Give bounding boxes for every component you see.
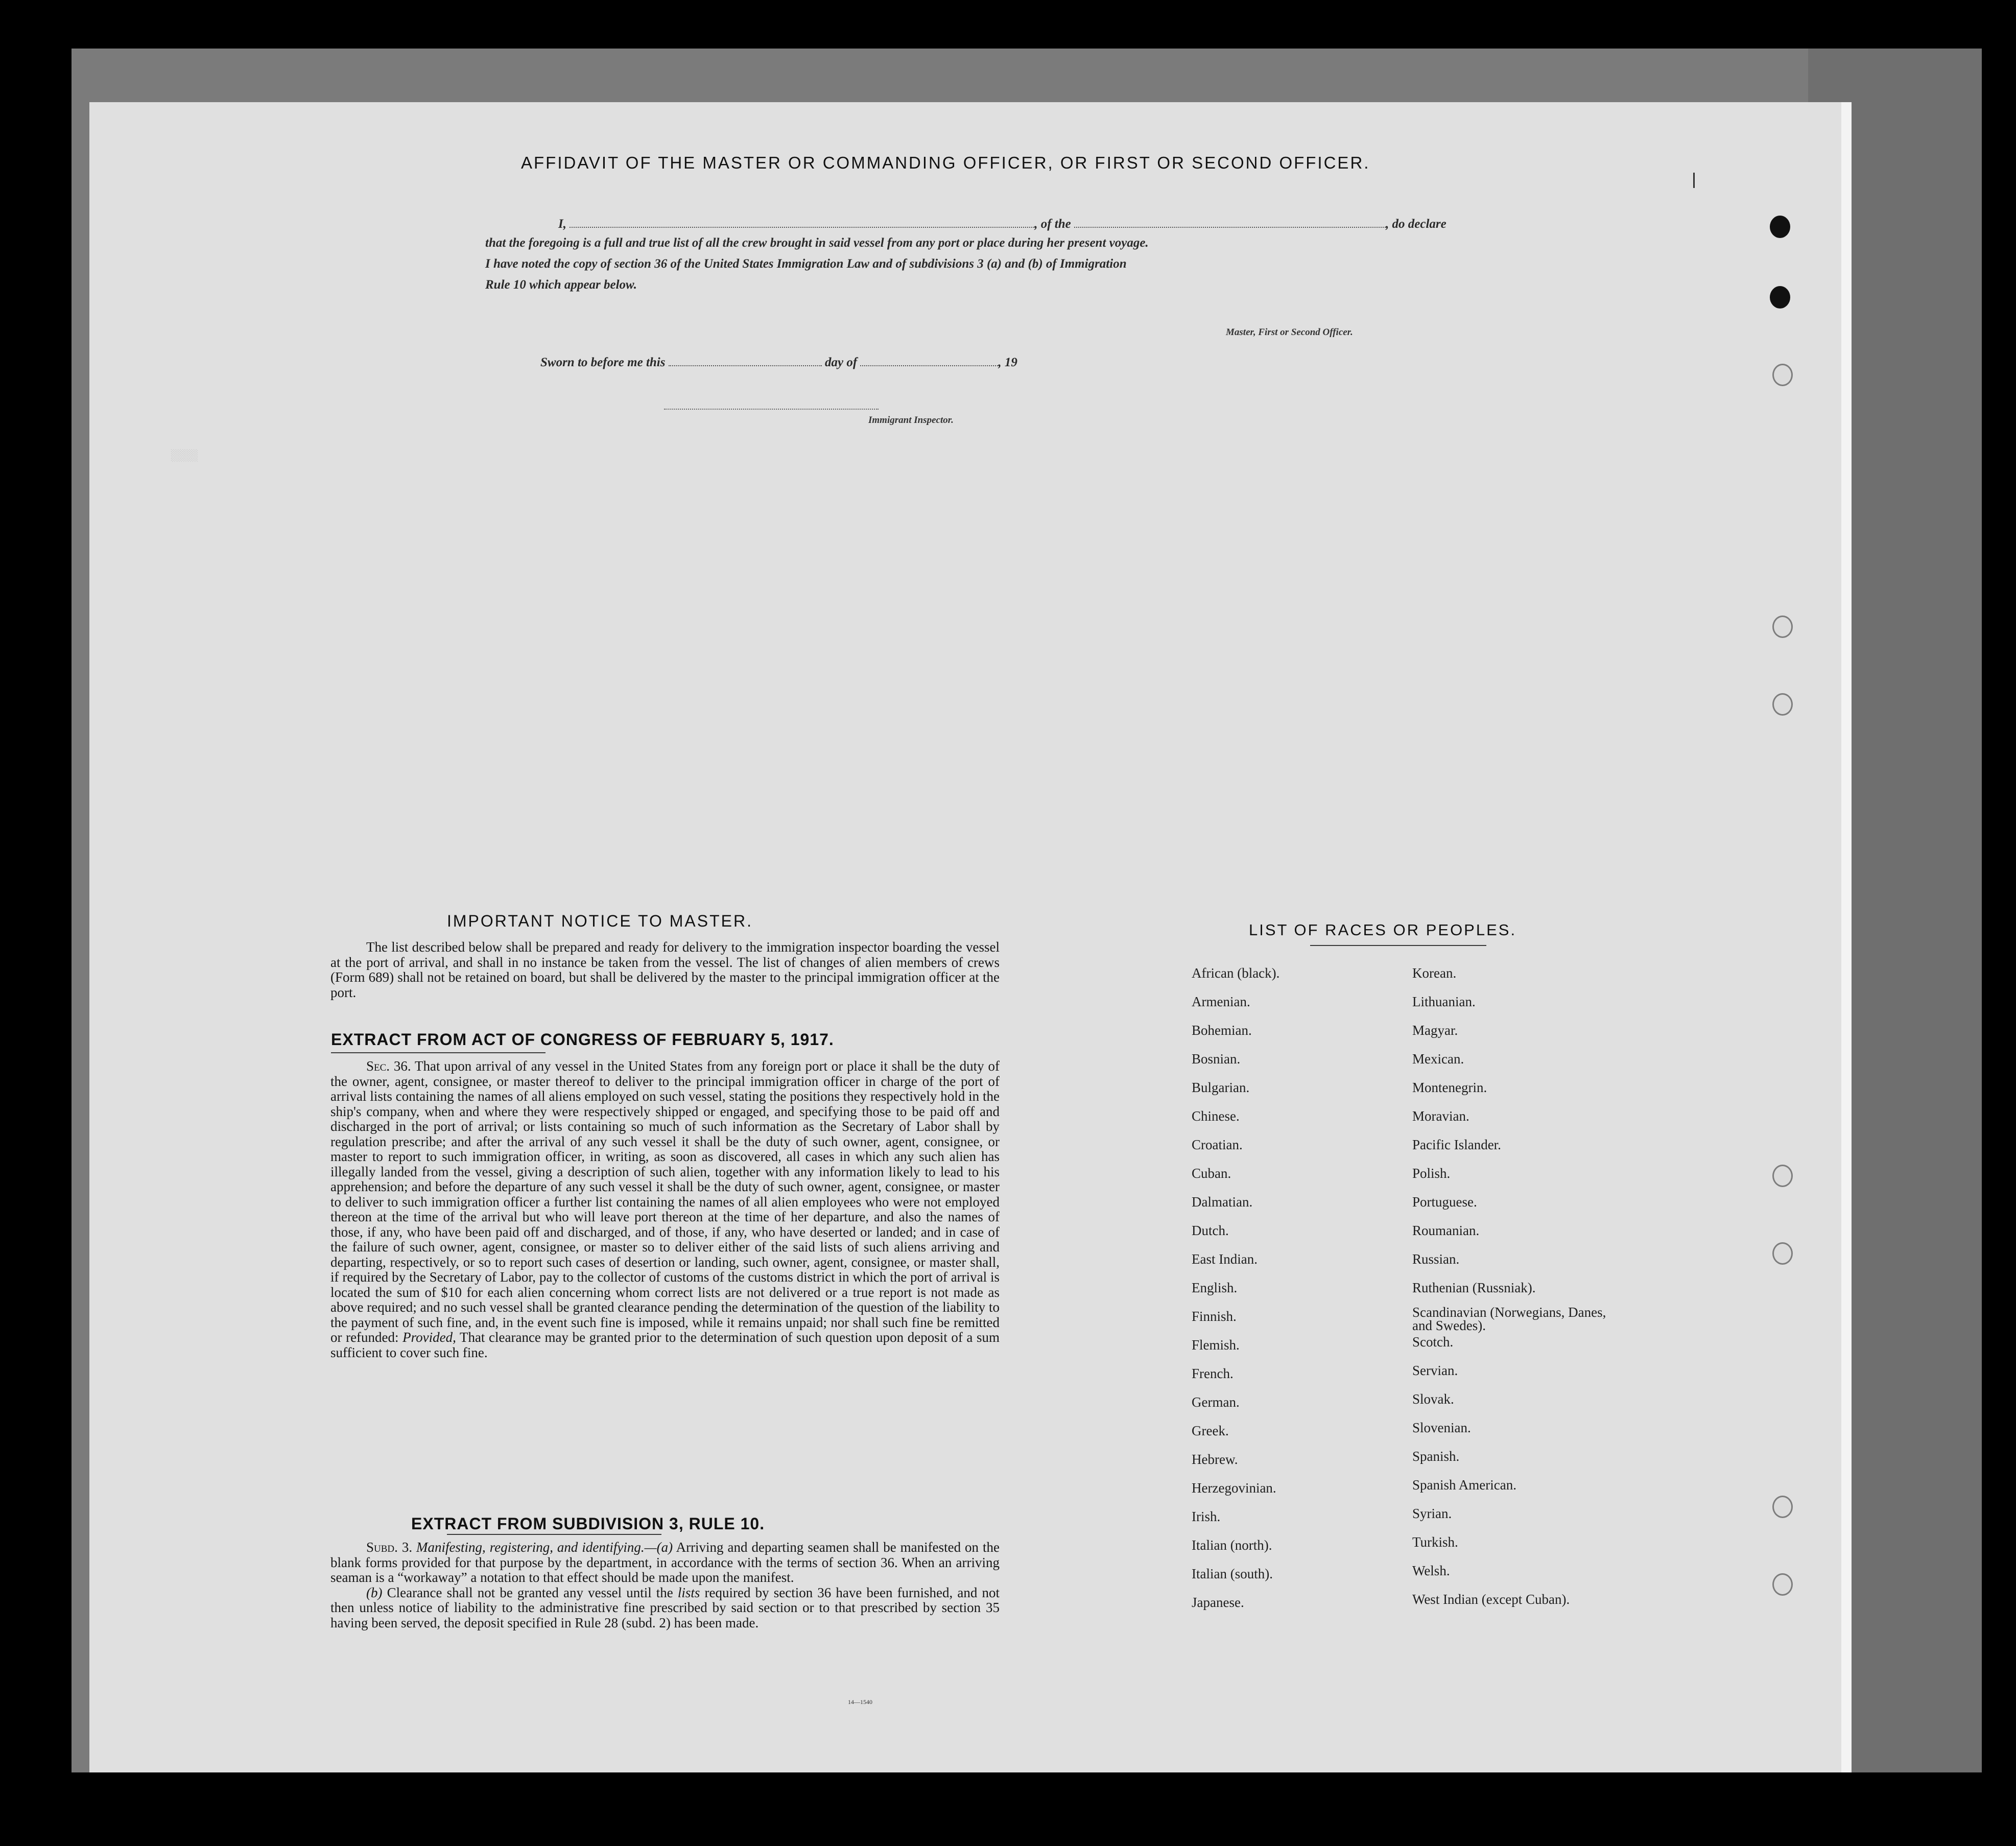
rule-subd-label: Subd. 3. bbox=[366, 1540, 413, 1555]
affidavit-declaration-line bbox=[471, 217, 1446, 231]
race-item: Korean. bbox=[1412, 965, 1457, 981]
affidavit-line-4: Rule 10 which appear below. bbox=[485, 278, 637, 292]
affidavit-line-3: I have noted the copy of section 36 of the United States Immigration Law and of subdivisions 3 (a) and (b) of Immigration bbox=[485, 257, 1127, 271]
binder-hole-1 bbox=[1772, 364, 1793, 386]
race-item: Turkish. bbox=[1412, 1534, 1458, 1550]
affidavit-of-the: , of the bbox=[1034, 217, 1071, 231]
race-item: Polish. bbox=[1412, 1166, 1451, 1181]
race-item: Magyar. bbox=[1412, 1023, 1458, 1038]
races-title-underline bbox=[1310, 945, 1486, 946]
notice-title: IMPORTANT NOTICE TO MASTER. bbox=[447, 912, 753, 930]
race-item: English. bbox=[1192, 1280, 1238, 1295]
binder-hole-2 bbox=[1772, 616, 1793, 638]
race-item: Hebrew. bbox=[1192, 1452, 1238, 1467]
affidavit-i: I, bbox=[558, 217, 566, 231]
race-item: Portuguese. bbox=[1412, 1194, 1477, 1210]
inspector-signature-line[interactable] bbox=[664, 409, 879, 410]
sworn-prefix: Sworn to before me this bbox=[540, 356, 666, 369]
rule-a-text: Arriving and departing seamen shall be manifested on the blank forms provided for that purpose by the department, in accordance with the terms of section 36. When an arriving seaman is a “workaway” a notation to that effect should be made upon the manifest. bbox=[330, 1540, 1000, 1585]
race-item: Irish. bbox=[1192, 1509, 1221, 1524]
affidavit-declare: , do declare bbox=[1386, 217, 1446, 231]
binder-hole-3 bbox=[1772, 693, 1793, 716]
race-item: Finnish. bbox=[1192, 1309, 1237, 1324]
race-item: Scotch. bbox=[1412, 1334, 1454, 1350]
rule-a-label: —(a) bbox=[644, 1540, 673, 1555]
race-item: African (black). bbox=[1192, 965, 1280, 981]
binder-hole-dark-1 bbox=[1770, 216, 1790, 238]
race-item: Cuban. bbox=[1192, 1166, 1231, 1181]
master-signature-caption: Master, First or Second Officer. bbox=[1226, 327, 1353, 338]
race-item: Scandinavian (Norwegians, Danes, and Swedes). bbox=[1412, 1305, 1606, 1333]
race-item: Lithuanian. bbox=[1412, 994, 1476, 1009]
race-item: Servian. bbox=[1412, 1363, 1458, 1378]
race-item: West Indian (except Cuban). bbox=[1412, 1592, 1570, 1607]
race-item: Italian (south). bbox=[1192, 1566, 1273, 1581]
race-item: Ruthenian (Russniak). bbox=[1412, 1280, 1536, 1295]
races-title: LIST OF RACES OR PEOPLES. bbox=[1249, 921, 1517, 939]
races-right-column bbox=[1412, 965, 1617, 1620]
race-item: Japanese. bbox=[1192, 1595, 1244, 1610]
paper-edge bbox=[1841, 102, 1852, 1772]
race-item: Slovenian. bbox=[1412, 1420, 1471, 1435]
race-item: Moravian. bbox=[1412, 1108, 1469, 1124]
race-item: Roumanian. bbox=[1412, 1223, 1480, 1238]
inspector-caption: Immigrant Inspector. bbox=[868, 415, 954, 425]
race-item: Spanish American. bbox=[1412, 1477, 1516, 1493]
rule-b-text-2: required by section 36 have been furnished, and not then unless notice of liability to the administrative fine prescribed by said section or to that prescribed by section 35 having been served, the deposit specified in Rule 28 (subd. 2) has been made. bbox=[330, 1584, 1000, 1630]
rule-title-underline bbox=[447, 1534, 661, 1535]
act-provided: Provided, bbox=[402, 1330, 456, 1345]
race-item: Herzegovinian. bbox=[1192, 1480, 1276, 1496]
race-item: Croatian. bbox=[1192, 1137, 1243, 1152]
affidavit-line-2: that the foregoing is a full and true list of all the crew brought in said vessel from any port or place during her present voyage. bbox=[485, 236, 1149, 250]
officer-name-blank[interactable] bbox=[570, 227, 1034, 228]
race-item: Italian (north). bbox=[1192, 1537, 1272, 1553]
rule-title: EXTRACT FROM SUBDIVISION 3, RULE 10. bbox=[411, 1514, 765, 1533]
rule-subd-heading: Manifesting, registering, and identifying. bbox=[416, 1540, 645, 1555]
bleed-through-text: ░░░░ bbox=[171, 449, 198, 462]
race-item: German. bbox=[1192, 1394, 1240, 1410]
race-item: Bosnian. bbox=[1192, 1051, 1241, 1067]
sworn-year: , 19 bbox=[998, 356, 1017, 369]
race-item: Bohemian. bbox=[1192, 1023, 1252, 1038]
race-item: Welsh. bbox=[1412, 1563, 1450, 1578]
race-item: East Indian. bbox=[1192, 1251, 1258, 1267]
race-item: Spanish. bbox=[1412, 1449, 1460, 1464]
binder-hole-6 bbox=[1772, 1496, 1793, 1518]
race-item: Armenian. bbox=[1192, 994, 1250, 1009]
sworn-day-of: day of bbox=[824, 356, 858, 369]
sworn-line bbox=[540, 356, 1017, 370]
act-title-underline bbox=[331, 1052, 545, 1053]
sworn-month-blank[interactable] bbox=[860, 365, 998, 366]
race-item: Syrian. bbox=[1412, 1506, 1452, 1521]
race-item: Mexican. bbox=[1412, 1051, 1464, 1067]
act-body: That upon arrival of any vessel in the United States from any foreign port or place it shall be the duty of the owner, agent, consignee, or master thereof to deliver to the principal immigration officer in charge of the port of arrival lists containing the names of all aliens employed on such vessel, stating the positions they respectively hold in the ship's company, when and where they were respectively shipped or engaged, and specifying those to be paid off and discharged in the port of arrival; or lists containing so much of such information as the Secretary of Labor shall by regulation prescribe; and after the arrival of any such vessel it shall be the duty of such owner, agent, consignee, or master to report to such immigration officer, in writing, as soon as discovered, all cases in which any such alien has illegally landed from the vessel, giving a description of such alien, together with any information likely to lead to his apprehension; and before the departure of any such vessel it shall be the duty of such owner, agent, consignee, or master to deliver to such immigration officer a further list containing the names of all alien employees who were not employed thereon at the time of the arrival but who will leave port thereon at the time of her departure, and also the names of those, if any, who have been paid off and discharged, and of those, if any, who have deserted or landed; and in case of the failure of such owner, agent, consignee, or master so to deliver either of the said lists of such aliens arriving and departing, respectively, or so to report such cases of desertion or landing, such owner, agent, consignee, or master shall, if required by the Secretary of Labor, pay to the collector of customs of the customs district in which the port of arrival is located the sum of $10 for each alien concerning whom correct lists are not delivered or a true report is not made as above required; and no such vessel shall be granted clearance pending the determination of the question of the liability to the payment of such fine, and, in the event such fine is imposed, while it remains unpaid; nor shall such fine be remitted or refunded: bbox=[330, 1058, 1000, 1345]
rule-text bbox=[330, 1540, 1000, 1630]
race-item: French. bbox=[1192, 1366, 1234, 1381]
form-code: 14—1540 bbox=[848, 1698, 872, 1706]
affidavit-title: AFFIDAVIT OF THE MASTER OR COMMANDING OFFICER, OR FIRST OR SECOND OFFICER. bbox=[521, 153, 1370, 172]
race-item: Dutch. bbox=[1192, 1223, 1229, 1238]
act-title: EXTRACT FROM ACT OF CONGRESS OF FEBRUARY 5, 1917. bbox=[331, 1030, 834, 1049]
race-item: Dalmatian. bbox=[1192, 1194, 1253, 1210]
binder-hole-dark-2 bbox=[1770, 286, 1790, 309]
binder-hole-7 bbox=[1772, 1573, 1793, 1596]
race-item: Slovak. bbox=[1412, 1391, 1454, 1407]
races-left-column bbox=[1192, 965, 1279, 1623]
race-item: Greek. bbox=[1192, 1423, 1229, 1438]
act-body-end: That clearance may be granted prior to the determination of such question upon deposit of a sum sufficient to cover such fine. bbox=[330, 1330, 1000, 1360]
binder-hole-5 bbox=[1772, 1242, 1793, 1265]
vessel-name-blank[interactable] bbox=[1074, 227, 1386, 228]
race-item: Russian. bbox=[1412, 1251, 1460, 1267]
document-page bbox=[89, 102, 1849, 1772]
race-item: Chinese. bbox=[1192, 1108, 1240, 1124]
binder-hole-4 bbox=[1772, 1165, 1793, 1187]
act-section-label: Sec. 36. bbox=[366, 1058, 411, 1074]
race-item: Flemish. bbox=[1192, 1337, 1240, 1353]
race-item: Montenegrin. bbox=[1412, 1080, 1487, 1095]
notice-text: The list described below shall be prepared and ready for delivery to the immigration inspector boarding the vessel at the port of arrival, and shall in no instance be taken from the vessel. The list of changes of alien members of crews (Form 689) shall not be retained on board, but shall be delivered by the master to the principal immigration officer at the port. bbox=[330, 939, 1000, 1000]
rule-b-lists: lists bbox=[677, 1584, 700, 1600]
rule-b-label: (b) bbox=[366, 1584, 383, 1600]
margin-mark bbox=[1693, 173, 1695, 188]
race-item: Bulgarian. bbox=[1192, 1080, 1250, 1095]
sworn-day-blank[interactable] bbox=[669, 365, 822, 366]
act-text bbox=[330, 1059, 1000, 1360]
rule-b-text-1: Clearance shall not be granted any vessel until the bbox=[387, 1584, 673, 1600]
race-item: Pacific Islander. bbox=[1412, 1137, 1501, 1152]
